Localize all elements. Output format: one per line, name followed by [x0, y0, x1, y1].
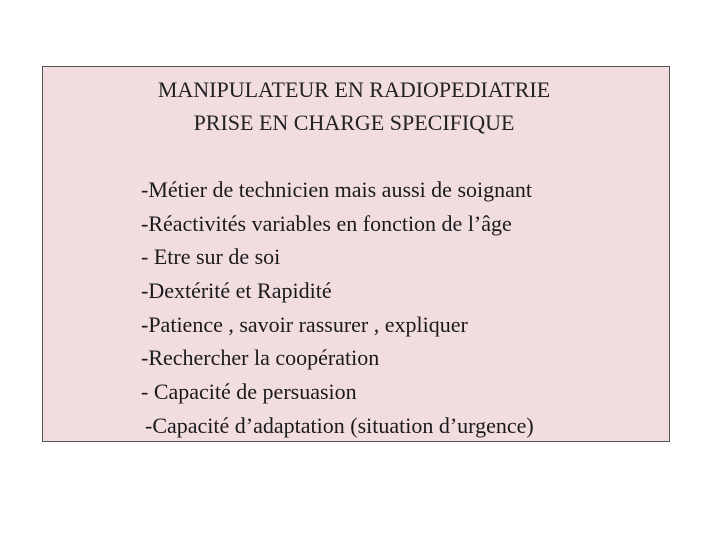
- title-line-2: PRISE EN CHARGE SPECIFIQUE: [193, 110, 515, 135]
- title-line-1: MANIPULATEUR EN RADIOPEDIATRIE: [157, 77, 551, 102]
- list-item: - Capacité de persuasion: [141, 379, 357, 405]
- list-item: -Capacité d’adaptation (situation d’urgence): [145, 412, 534, 438]
- list-item: -Dextérité et Rapidité: [141, 278, 332, 304]
- list-item: -Réactivités variables en fonction de l’âge: [141, 210, 512, 236]
- bullet-list: [141, 173, 534, 443]
- list-item: -Patience , savoir rassurer , expliquer: [141, 311, 468, 337]
- list-item: -Rechercher la coopération: [141, 345, 380, 371]
- list-item: -Métier de technicien mais aussi de soignant: [141, 177, 532, 202]
- content-box: [42, 66, 670, 442]
- list-item: - Etre sur de soi: [141, 244, 281, 270]
